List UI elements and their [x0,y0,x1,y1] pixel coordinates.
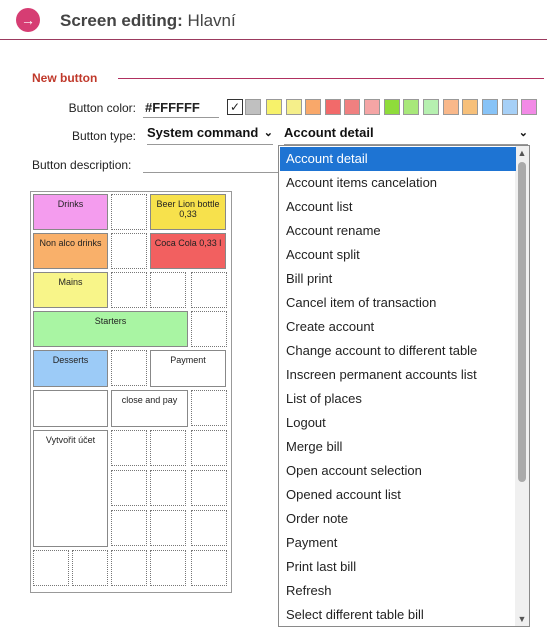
screen-button[interactable]: close and pay [111,390,188,427]
button-type-select[interactable] [147,125,273,145]
button-color-label: Button color: [68,101,136,115]
dropdown-option[interactable]: Inscreen permanent accounts list [286,367,477,382]
color-swatch[interactable] [325,99,341,115]
color-swatch[interactable] [403,99,419,115]
screen-button[interactable]: Payment [150,350,226,387]
screen-button[interactable]: Vytvořit účet [33,430,108,547]
dropdown-option[interactable]: Order note [286,511,349,526]
section-divider [118,78,544,79]
empty-grid-slot[interactable] [191,272,227,308]
back-arrow-icon[interactable]: → [16,8,40,32]
title-prefix: Screen editing: [60,11,183,30]
empty-grid-slot[interactable] [150,470,186,506]
color-swatch[interactable] [423,99,439,115]
screen-button[interactable]: Beer Lion bottle 0,33 [150,194,226,230]
button-description-input[interactable] [143,155,278,173]
screen-button[interactable]: Drinks [33,194,108,230]
command-value: Account detail [284,125,374,140]
empty-grid-slot[interactable] [111,550,147,586]
dropdown-option[interactable]: Logout [286,415,326,430]
dropdown-option[interactable]: Select different table bill [286,607,424,622]
scroll-up-icon[interactable]: ▲ [517,148,527,158]
section-title: New button [32,71,98,85]
button-color-input[interactable]: #FFFFFF [143,97,219,118]
color-swatch[interactable] [521,99,537,115]
dropdown-option[interactable]: Account list [286,199,353,214]
dropdown-option[interactable]: Account rename [286,223,381,238]
button-description-label: Button description: [32,158,132,172]
empty-grid-slot[interactable] [33,550,69,586]
color-swatch[interactable] [364,99,380,115]
screen-name: Hlavní [187,11,236,30]
screen-button[interactable]: Desserts [33,350,108,387]
dropdown-option[interactable]: List of places [286,391,362,406]
dropdown-option[interactable]: Print last bill [286,559,357,574]
command-dropdown-list[interactable] [278,145,530,627]
empty-grid-slot[interactable] [111,233,147,269]
empty-grid-slot[interactable] [150,430,186,466]
dropdown-option[interactable]: Open account selection [286,463,422,478]
empty-grid-slot[interactable] [150,550,186,586]
empty-grid-slot[interactable] [72,550,108,586]
screen-button[interactable]: Coca Cola 0,33 l [150,233,226,269]
dropdown-option[interactable]: Refresh [286,583,332,598]
scrollbar-thumb[interactable] [518,162,526,482]
empty-grid-slot[interactable] [111,272,147,308]
scroll-down-icon[interactable]: ▼ [517,614,527,624]
color-swatch[interactable] [384,99,400,115]
command-select[interactable] [284,125,528,145]
color-swatch[interactable] [462,99,478,115]
page-title [60,11,236,31]
empty-grid-slot[interactable] [111,430,147,466]
color-swatch[interactable] [245,99,261,115]
dropdown-option[interactable]: Cancel item of transaction [286,295,437,310]
chevron-down-icon: ⌄ [518,127,528,139]
empty-grid-slot[interactable] [150,272,186,308]
dropdown-option[interactable]: Account split [286,247,360,262]
empty-grid-slot[interactable] [191,311,227,347]
empty-grid-slot[interactable] [111,510,147,546]
empty-grid-slot[interactable] [191,550,227,586]
color-swatch[interactable] [482,99,498,115]
color-swatch[interactable] [344,99,360,115]
screen-button[interactable]: Mains [33,272,108,308]
button-type-value: System command [147,125,259,140]
dropdown-scrollbar[interactable] [515,146,529,626]
empty-grid-slot[interactable] [191,470,227,506]
dropdown-option[interactable]: Payment [286,535,338,550]
color-swatch[interactable] [266,99,282,115]
screen-layout-grid [30,191,232,593]
dropdown-option[interactable]: Bill print [286,271,333,286]
color-swatch[interactable] [443,99,459,115]
empty-grid-slot[interactable] [191,510,227,546]
dropdown-option[interactable]: Account items cancelation [286,175,438,190]
selected-color-swatch[interactable] [227,99,243,115]
checkmark-icon: ✓ [229,100,241,114]
screen-button[interactable]: Non alco drinks [33,233,108,269]
button-type-label: Button type: [71,129,136,143]
dropdown-option[interactable]: Merge bill [286,439,343,454]
color-swatch[interactable] [305,99,321,115]
page-header [0,0,547,40]
dropdown-option[interactable]: Account detail [280,147,516,171]
empty-grid-slot[interactable] [111,470,147,506]
color-swatch[interactable] [286,99,302,115]
dropdown-option[interactable]: Change account to different table [286,343,478,358]
screen-button[interactable]: Starters [33,311,188,347]
dropdown-option[interactable]: Opened account list [286,487,401,502]
chevron-down-icon: ⌄ [263,127,273,139]
empty-grid-slot[interactable] [111,350,147,386]
empty-grid-slot[interactable] [111,194,147,230]
empty-grid-slot[interactable] [191,390,227,426]
dropdown-option[interactable]: Create account [286,319,375,334]
empty-grid-slot[interactable] [150,510,186,546]
screen-button[interactable] [33,390,108,427]
color-swatch[interactable] [502,99,518,115]
empty-grid-slot[interactable] [191,430,227,466]
